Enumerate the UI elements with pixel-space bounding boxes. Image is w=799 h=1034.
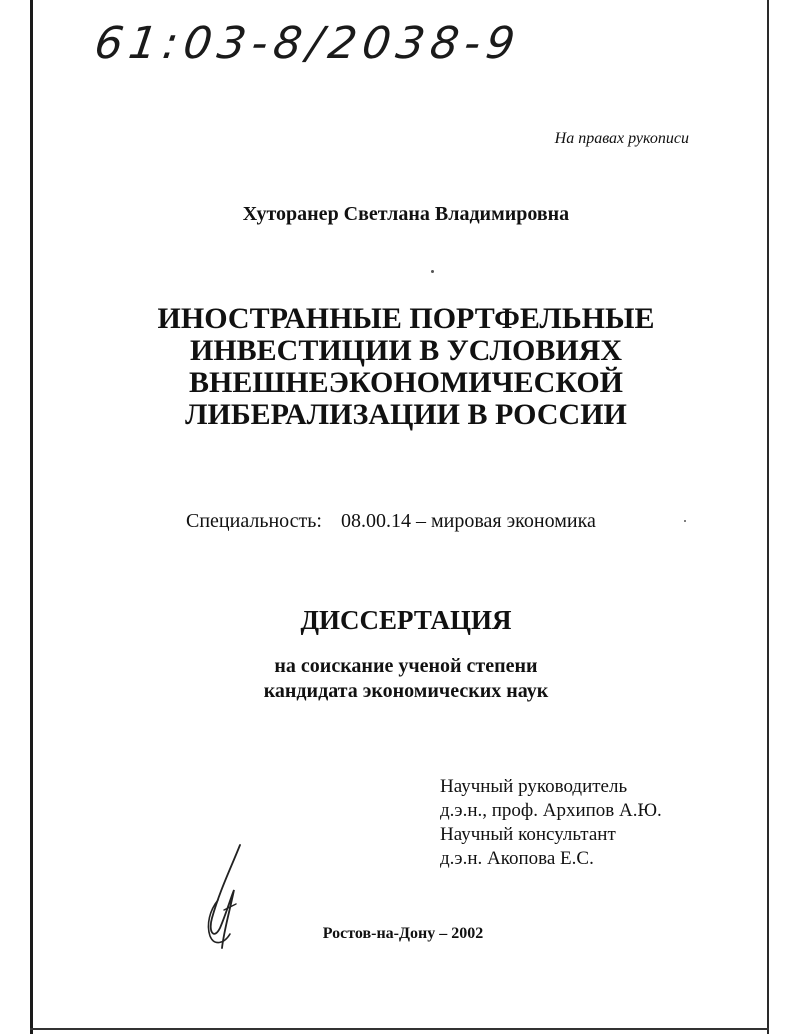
specialty-label: Специальность: <box>186 510 322 532</box>
scan-edge-bottom <box>30 1028 769 1030</box>
title-line: ИНВЕСТИЦИИ В УСЛОВИЯХ <box>189 334 622 367</box>
title-line: ИНОСТРАННЫЕ ПОРТФЕЛЬНЫЕ <box>157 302 655 335</box>
degree-statement <box>0 654 799 704</box>
degree-line: кандидата экономических наук <box>263 680 549 702</box>
rights-note: На правах рукописи <box>554 130 689 147</box>
specialty-value: 08.00.14 – мировая экономика <box>340 510 596 532</box>
document-type: ДИССЕРТАЦИЯ <box>300 605 512 635</box>
scan-edge-right <box>767 0 769 1034</box>
dissertation-title <box>0 303 799 431</box>
scan-speck <box>684 520 686 522</box>
title-line: ЛИБЕРАЛИЗАЦИИ В РОССИИ <box>185 398 627 431</box>
specialty <box>186 510 596 533</box>
supervisor-role: Научный руководитель <box>440 776 628 797</box>
city-year: Ростов-на-Дону – 2002 <box>322 925 484 942</box>
consultant-role: Научный консультант <box>440 824 616 845</box>
advisors-block <box>440 775 662 871</box>
consultant-name: д.э.н. Акопова Е.С. <box>440 848 594 869</box>
handwritten-archive-number: 61:03-8/2038-9 <box>91 18 524 69</box>
scan-speck <box>431 270 434 273</box>
author-name: Хуторанер Светлана Владимировна <box>242 203 570 225</box>
supervisor-name: д.э.н., проф. Архипов А.Ю. <box>440 800 662 821</box>
scan-edge-left <box>30 0 33 1034</box>
degree-line: на соискание ученой степени <box>274 655 538 677</box>
title-line: ВНЕШНЕЭКОНОМИЧЕСКОЙ <box>188 366 624 399</box>
